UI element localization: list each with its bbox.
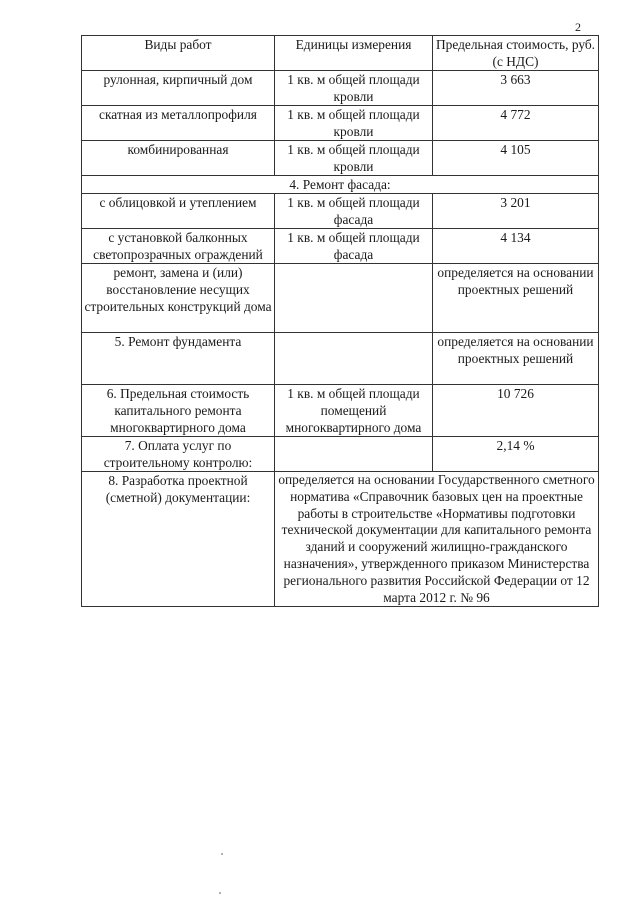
work-type-cell: ремонт, замена и (или) восстановление несущих строительных конструкций дома [82, 264, 275, 333]
table-row [82, 194, 599, 229]
work-type-cell: с облицовкой и утеплением [82, 194, 275, 229]
work-type-cell: 7. Оплата услуг по строительному контролю: [82, 437, 275, 472]
cost-cell: 3 201 [433, 194, 599, 229]
work-type-cell: комбинированная [82, 141, 275, 176]
scan-speck [219, 892, 221, 894]
unit-cell: 1 кв. м общей площади помещений многоквартирного дома [275, 385, 433, 437]
unit-cell: 1 кв. м общей площади фасада [275, 194, 433, 229]
cost-cell: 4 772 [433, 106, 599, 141]
cost-cell: 3 663 [433, 71, 599, 106]
table-row [82, 264, 599, 333]
header-max-cost: Предельная стоимость, руб. (с НДС) [433, 36, 599, 71]
cost-cell: определяется на основании проектных решений [433, 333, 599, 385]
unit-cell: 1 кв. м общей площади фасада [275, 229, 433, 264]
unit-cell [275, 333, 433, 385]
work-type-cell: с установкой балконных светопрозрачных ограждений [82, 229, 275, 264]
cost-cell: 2,14 % [433, 437, 599, 472]
scan-speck [221, 853, 223, 855]
work-type-cell: 8. Разработка проектной (сметной) документации: [82, 472, 275, 607]
merged-cost-cell: определяется на основании Государственного сметного норматива «Справочник базовых цен на проектные работы в строительстве «Нормативы подготовки технической документации для капитального ремонта зданий и сооружений жилищно-гражданского назначения», утвержденного приказом Министерства регионального развития Российской Федерации от 12 марта 2012 г. № 96 [275, 472, 599, 607]
table-row [82, 472, 599, 607]
table-row [82, 437, 599, 472]
work-type-cell: 5. Ремонт фундамента [82, 333, 275, 385]
unit-cell: 1 кв. м общей площади кровли [275, 106, 433, 141]
section-heading: 4. Ремонт фасада: [82, 176, 599, 194]
table-row [82, 141, 599, 176]
cost-cell: 4 134 [433, 229, 599, 264]
header-unit: Единицы измерения [275, 36, 433, 71]
table-row [82, 71, 599, 106]
unit-cell: 1 кв. м общей площади кровли [275, 141, 433, 176]
unit-cell: 1 кв. м общей площади кровли [275, 71, 433, 106]
table-header-row [82, 36, 599, 71]
cost-cell: определяется на основании проектных решений [433, 264, 599, 333]
cost-table [81, 35, 599, 607]
unit-cell [275, 264, 433, 333]
table-row [82, 333, 599, 385]
cost-cell: 10 726 [433, 385, 599, 437]
cost-cell: 4 105 [433, 141, 599, 176]
work-type-cell: скатная из металлопрофиля [82, 106, 275, 141]
work-type-cell: 6. Предельная стоимость капитального ремонта многоквартирного дома [82, 385, 275, 437]
page-number: 2 [575, 20, 581, 34]
work-type-cell: рулонная, кирпичный дом [82, 71, 275, 106]
header-work-type: Виды работ [82, 36, 275, 71]
unit-cell [275, 437, 433, 472]
table-row [82, 385, 599, 437]
table-row [82, 229, 599, 264]
section-row [82, 176, 599, 194]
table-row [82, 106, 599, 141]
